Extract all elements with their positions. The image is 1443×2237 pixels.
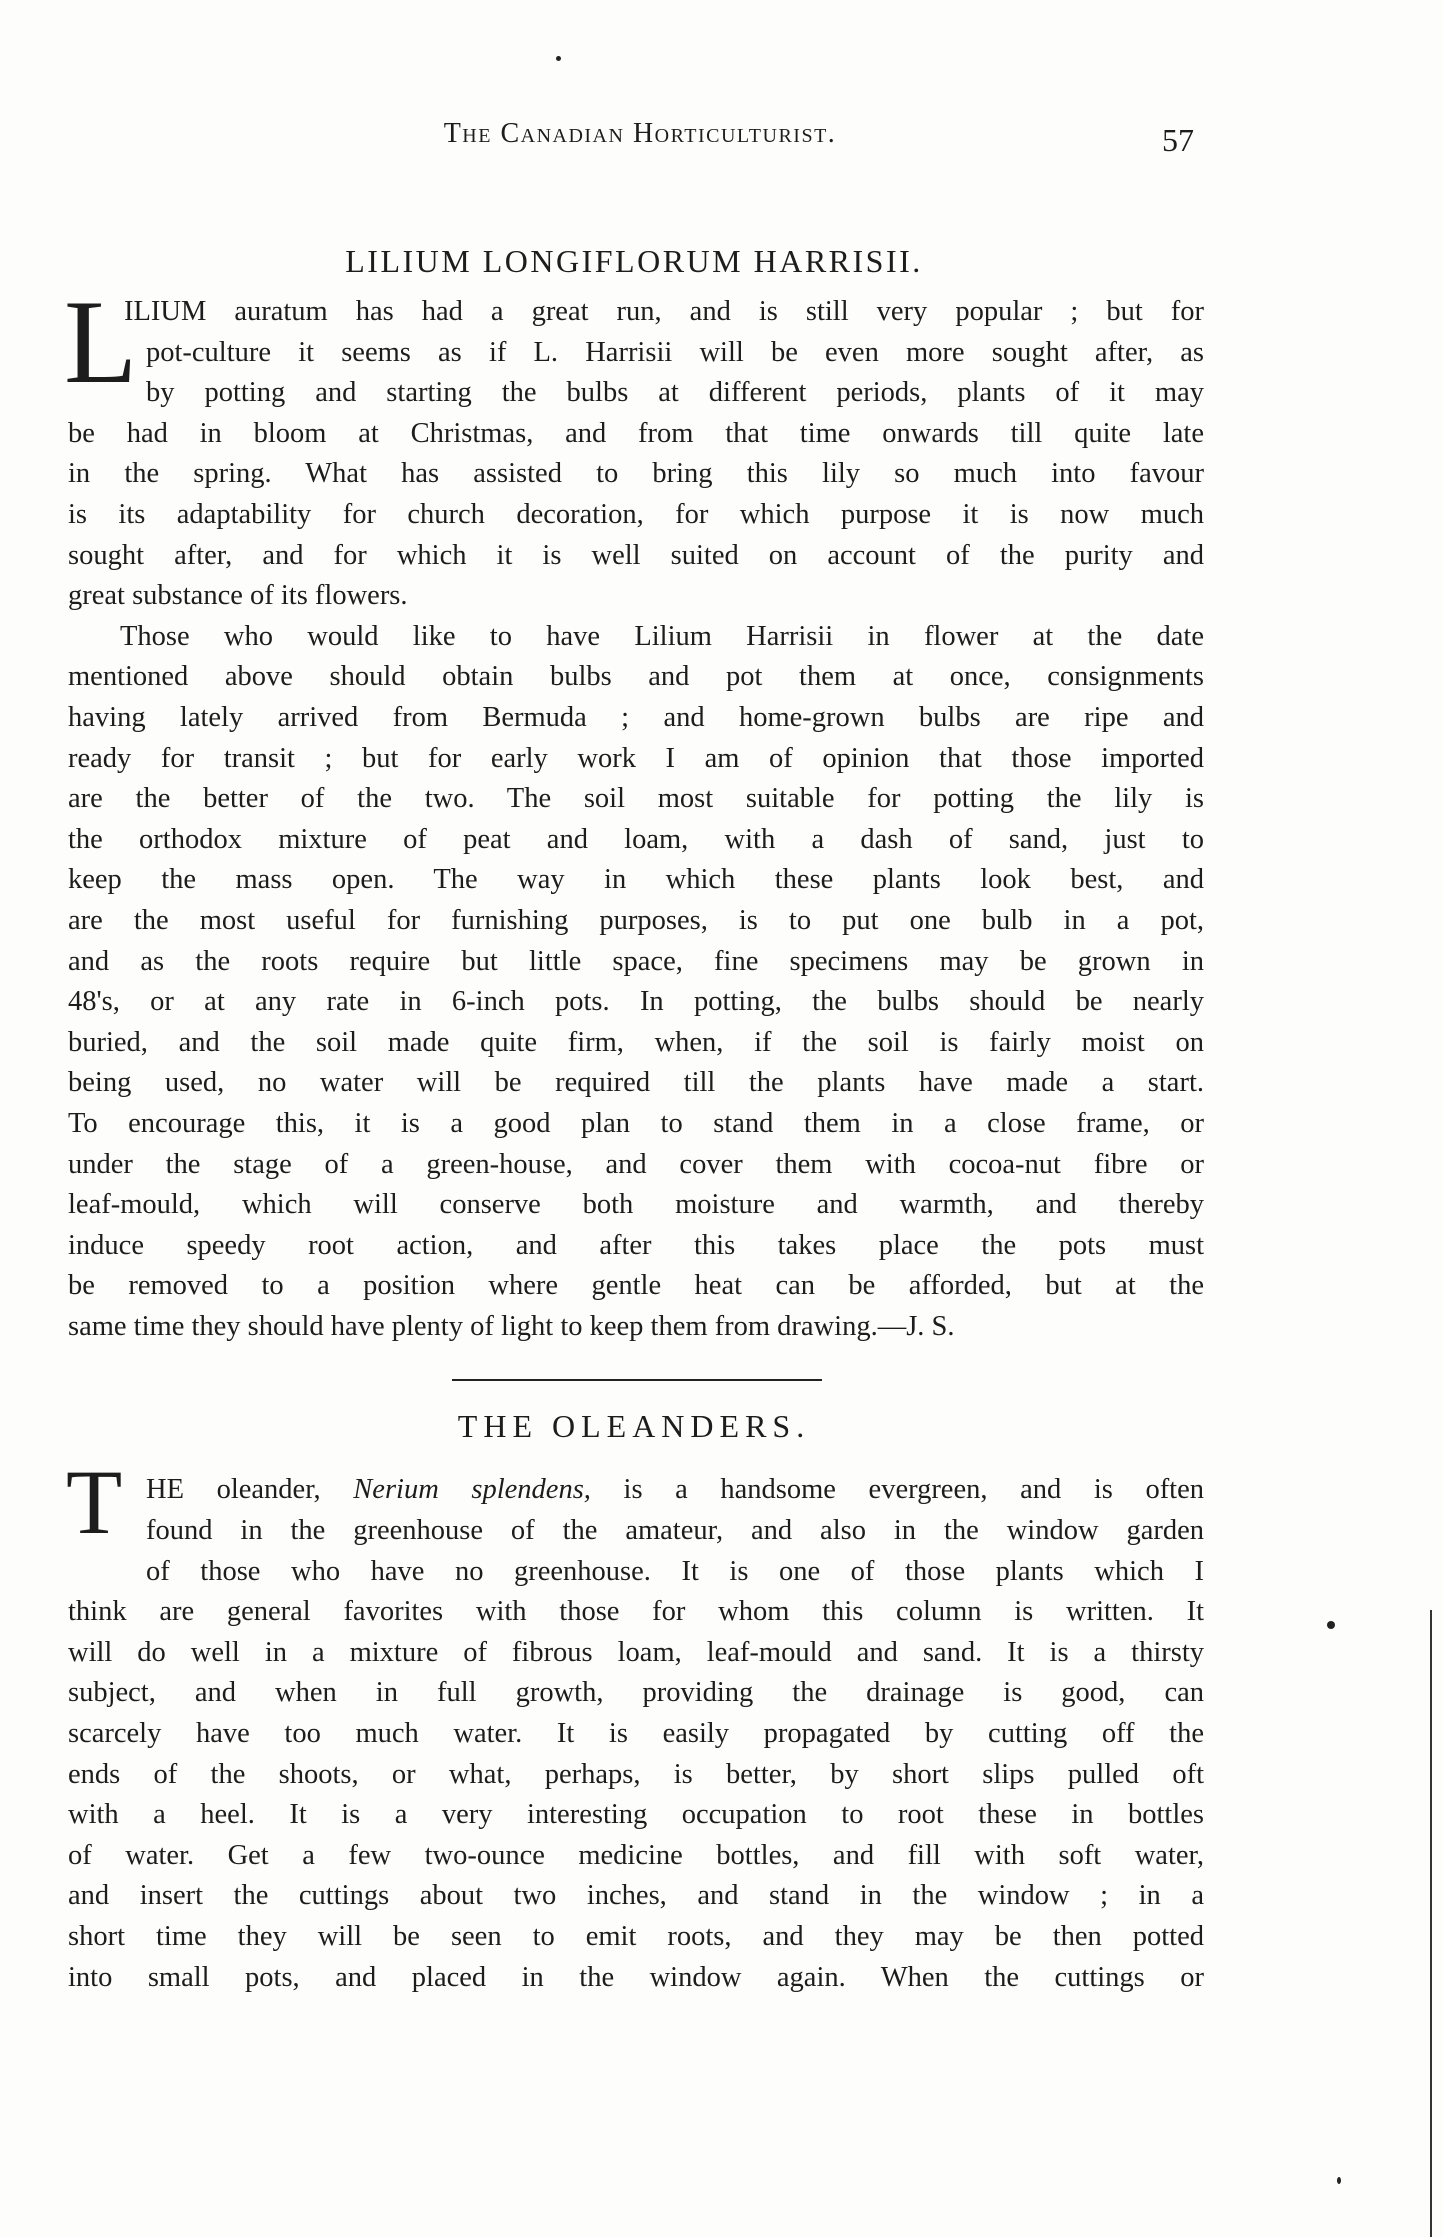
ink-speck (556, 56, 561, 61)
text-line: are the most useful for furnishing purposes, is to put one bulb in a pot, (68, 905, 1204, 936)
text-line: same time they should have plenty of light to keep them from drawing.—J. S. (68, 1311, 955, 1342)
text-line: short time they will be seen to emit roots, and they may be then potted (68, 1921, 1204, 1952)
text-line: think are general favorites with those for whom this column is written. It (68, 1596, 1204, 1628)
text-line: subject, and when in full growth, providing the drainage is good, can (68, 1677, 1204, 1709)
text-line: into small pots, and placed in the window again. When the cuttings or (68, 1961, 1204, 1993)
text-line: found in the greenhouse of the amateur, and also in the window garden (146, 1515, 1204, 1546)
article-title-oleanders: THE OLEANDERS. (457, 1408, 811, 1444)
text-line: 48's, or at any rate in 6-inch pots. In potting, the bulbs should be nearly (68, 986, 1204, 1018)
page-number: 57 (1162, 122, 1194, 158)
text-line: sought after, and for which it is well suited on account of the purity and (68, 539, 1204, 571)
text-line: buried, and the soil made quite firm, when, if the soil is fairly moist on (68, 1026, 1204, 1058)
section-divider (452, 1379, 822, 1381)
text-line: be had in bloom at Christmas, and from that time onwards till quite late (68, 417, 1204, 449)
page-edge-line (1430, 1610, 1432, 2237)
text-line: under the stage of a green-house, and cover them with cocoa-nut fibre or (68, 1148, 1204, 1180)
drop-cap-l: L (64, 275, 138, 408)
text-line: of those who have no greenhouse. It is one of those plants which I (146, 1555, 1204, 1587)
text-line: and insert the cuttings about two inches, and stand in the window ; in a (68, 1880, 1204, 1912)
text-fragment: is a handsome evergreen, and is often (623, 1474, 1204, 1505)
text-line: in the spring. What has assisted to bring this lily so much into favour (68, 458, 1204, 490)
text-line: and as the roots require but little space, fine specimens may be grown in (68, 945, 1204, 977)
text-line: are the better of the two. The soil most suitable for potting the lily is (68, 783, 1204, 815)
text-line: ready for transit ; but for early work I am of opinion that those imported (68, 742, 1204, 774)
text-line (146, 1470, 1204, 1511)
running-title: The Canadian Horticulturist. (443, 118, 837, 149)
text-line: mentioned above should obtain bulbs and pot them at once, consignments (68, 661, 1204, 693)
article-title-lilium: LILIUM LONGIFLORUM HARRISII. (345, 243, 923, 279)
text-line: of water. Get a few two-ounce medicine bottles, and fill with soft water, (68, 1839, 1204, 1871)
text-line: great substance of its flowers. (68, 580, 408, 612)
text-line: ends of the shoots, or what, perhaps, is better, by short slips pulled oft (68, 1758, 1204, 1790)
text-line: Those who would like to have Lilium Harrisii in flower at the date (120, 620, 1204, 652)
text-line: keep the mass open. The way in which these plants look best, and (68, 864, 1204, 896)
text-line: leaf-mould, which will conserve both moisture and warmth, and thereby (68, 1189, 1204, 1221)
text-line: the orthodox mixture of peat and loam, with a dash of sand, just to (68, 823, 1204, 855)
ink-speck (1327, 1621, 1335, 1629)
text-line: To encourage this, it is a good plan to stand them in a close frame, or (68, 1108, 1204, 1139)
text-line: is its adaptability for church decoration, for which purpose it is now much (68, 499, 1204, 530)
italic-species-name: Nerium splendens, (353, 1474, 591, 1505)
text-line: ILIUM auratum has had a great run, and is still very popular ; but for (124, 296, 1204, 327)
text-line: with a heel. It is a very interesting occupation to root these in bottles (68, 1799, 1204, 1831)
text-line: by potting and starting the bulbs at different periods, plants of it may (146, 377, 1204, 409)
text-line: being used, no water will be required till the plants have made a start. (68, 1067, 1204, 1099)
text-line: be removed to a position where gentle heat can be afforded, but at the (68, 1270, 1204, 1302)
ink-speck (1337, 2177, 1341, 2184)
text-line: induce speedy root action, and after this takes place the pots must (68, 1229, 1204, 1261)
text-line: scarcely have too much water. It is easily propagated by cutting off the (68, 1718, 1204, 1749)
text-fragment: HE oleander, (146, 1474, 321, 1505)
drop-cap-t: T (66, 1451, 123, 1553)
text-line: pot-culture it seems as if L. Harrisii will be even more sought after, as (146, 336, 1204, 368)
text-line: having lately arrived from Bermuda ; and home-grown bulbs are ripe and (68, 702, 1204, 733)
text-line: will do well in a mixture of fibrous loam, leaf-mould and sand. It is a thirsty (68, 1636, 1204, 1668)
